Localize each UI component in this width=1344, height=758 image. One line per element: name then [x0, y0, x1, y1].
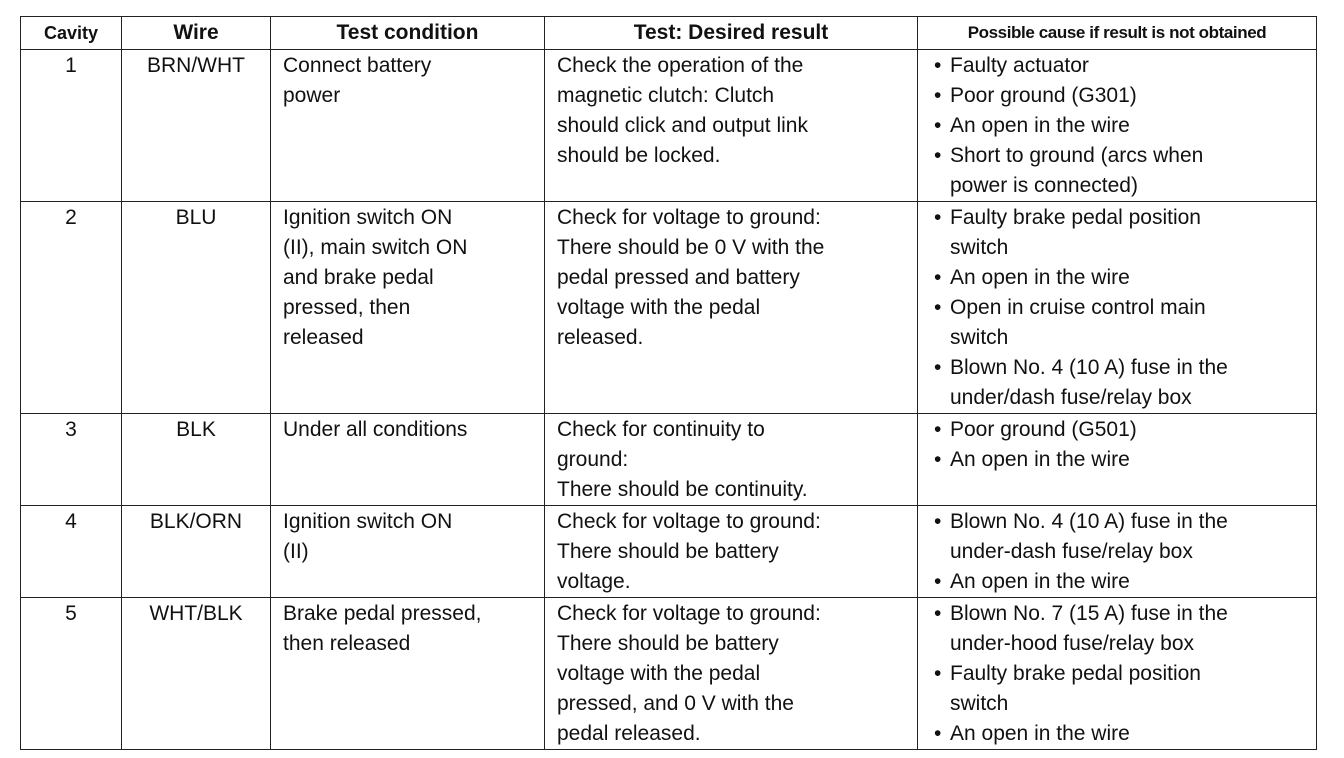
wire-cell: BLK/ORN: [122, 506, 271, 598]
possible-cause-cell: [918, 506, 1317, 598]
test-condition-cell: [271, 50, 545, 202]
cause-item: [932, 719, 1310, 749]
desired-result-line: should be locked.: [557, 144, 721, 167]
wire-cell: BLK: [122, 414, 271, 506]
bullet-icon: •: [934, 510, 942, 533]
test-condition-line: power: [283, 84, 341, 107]
cause-list: [932, 507, 1310, 597]
desired-result-line: released.: [557, 326, 644, 349]
desired-result-line: pedal released.: [557, 722, 701, 745]
cause-line: An open in the wire: [950, 114, 1130, 137]
cause-line: An open in the wire: [950, 448, 1130, 471]
cause-list: [932, 599, 1310, 749]
cause-line: Short to ground (arcs when: [950, 144, 1204, 167]
bullet-icon: •: [934, 296, 942, 319]
test-condition-line: Under all conditions: [283, 418, 468, 441]
wire-cell: BLU: [122, 202, 271, 414]
cavity-cell: 2: [21, 202, 122, 414]
cause-line: Blown No. 7 (15 A) fuse in the: [950, 602, 1228, 625]
cause-item: [932, 51, 1310, 81]
test-condition-cell: [271, 506, 545, 598]
bullet-icon: •: [934, 418, 942, 441]
desired-result-line: voltage with the pedal: [557, 296, 761, 319]
cavity-cell: 5: [21, 598, 122, 750]
bullet-icon: •: [934, 662, 942, 685]
test-condition-cell: [271, 414, 545, 506]
cause-line: Open in cruise control main: [950, 296, 1206, 319]
test-condition-line: Ignition switch ON: [283, 510, 453, 533]
bullet-icon: •: [934, 54, 942, 77]
desired-result-cell: [545, 598, 918, 750]
header-row: [21, 17, 1317, 50]
desired-result-line: voltage.: [557, 570, 631, 593]
desired-result-line: Check for voltage to ground:: [557, 510, 821, 533]
cause-line: under-hood fuse/relay box: [950, 632, 1194, 655]
table-row: [21, 506, 1317, 598]
desired-result-cell: [545, 50, 918, 202]
wire-cell: WHT/BLK: [122, 598, 271, 750]
troubleshooting-table: [20, 16, 1317, 750]
test-condition-line: Connect battery: [283, 54, 432, 77]
cavity-cell: 4: [21, 506, 122, 598]
header-cavity: Cavity: [21, 17, 122, 50]
desired-result-line: There should be continuity.: [557, 478, 808, 501]
wire-cell: BRN/WHT: [122, 50, 271, 202]
desired-result-line: There should be battery: [557, 540, 779, 563]
test-condition-line: then released: [283, 632, 411, 655]
bullet-icon: •: [934, 266, 942, 289]
cause-item: [932, 507, 1310, 567]
possible-cause-cell: [918, 414, 1317, 506]
desired-result-line: voltage with the pedal: [557, 662, 761, 685]
test-condition-line: (II), main switch ON: [283, 236, 468, 259]
bullet-icon: •: [934, 144, 942, 167]
test-condition-line: (II): [283, 540, 309, 563]
table-row: [21, 50, 1317, 202]
header-desired-result: Test: Desired result: [545, 17, 918, 50]
test-condition-line: Brake pedal pressed,: [283, 602, 482, 625]
table-row: [21, 202, 1317, 414]
test-condition-line: Ignition switch ON: [283, 206, 453, 229]
possible-cause-cell: [918, 202, 1317, 414]
header-test-condition: Test condition: [271, 17, 545, 50]
cause-item: [932, 263, 1310, 293]
desired-result-line: There should be 0 V with the: [557, 236, 825, 259]
cause-item: [932, 415, 1310, 445]
desired-result-line: Check the operation of the: [557, 54, 804, 77]
cause-line: switch: [950, 692, 1009, 715]
desired-result-line: Check for voltage to ground:: [557, 602, 821, 625]
desired-result-line: Check for continuity to: [557, 418, 765, 441]
bullet-icon: •: [934, 570, 942, 593]
desired-result-line: should click and output link: [557, 114, 808, 137]
cause-item: [932, 445, 1310, 475]
cause-line: Blown No. 4 (10 A) fuse in the: [950, 356, 1228, 379]
test-condition-line: and brake pedal: [283, 266, 434, 289]
cause-line: Poor ground (G301): [950, 84, 1137, 107]
cause-line: Faulty brake pedal position: [950, 662, 1201, 685]
test-condition-cell: [271, 598, 545, 750]
cause-item: [932, 659, 1310, 719]
bullet-icon: •: [934, 206, 942, 229]
cause-list: [932, 203, 1310, 413]
cause-line: An open in the wire: [950, 722, 1130, 745]
cause-line: under-dash fuse/relay box: [950, 540, 1193, 563]
possible-cause-cell: [918, 50, 1317, 202]
bullet-icon: •: [934, 84, 942, 107]
test-condition-line: released: [283, 326, 364, 349]
cause-line: Blown No. 4 (10 A) fuse in the: [950, 510, 1228, 533]
cause-list: [932, 51, 1310, 201]
cause-item: [932, 81, 1310, 111]
cause-line: Faulty actuator: [950, 54, 1089, 77]
test-condition-cell: [271, 202, 545, 414]
desired-result-line: There should be battery: [557, 632, 779, 655]
cause-item: [932, 293, 1310, 353]
bullet-icon: •: [934, 448, 942, 471]
possible-cause-cell: [918, 598, 1317, 750]
cause-item: [932, 567, 1310, 597]
desired-result-cell: [545, 506, 918, 598]
table-row: [21, 598, 1317, 750]
desired-result-line: ground:: [557, 448, 629, 471]
cause-item: [932, 111, 1310, 141]
bullet-icon: •: [934, 722, 942, 745]
cause-line: power is connected): [950, 174, 1138, 197]
desired-result-line: Check for voltage to ground:: [557, 206, 821, 229]
cause-line: An open in the wire: [950, 266, 1130, 289]
desired-result-line: magnetic clutch: Clutch: [557, 84, 775, 107]
test-condition-line: pressed, then: [283, 296, 411, 319]
cause-list: [932, 415, 1310, 475]
bullet-icon: •: [934, 356, 942, 379]
table-body: [21, 50, 1317, 750]
cause-line: switch: [950, 326, 1009, 349]
cause-item: [932, 141, 1310, 201]
bullet-icon: •: [934, 114, 942, 137]
cavity-cell: 1: [21, 50, 122, 202]
desired-result-line: pedal pressed and battery: [557, 266, 800, 289]
troubleshooting-table-container: [20, 16, 1316, 750]
cause-line: Poor ground (G501): [950, 418, 1137, 441]
cause-line: Faulty brake pedal position: [950, 206, 1201, 229]
cause-line: switch: [950, 236, 1009, 259]
cause-line: under/dash fuse/relay box: [950, 386, 1192, 409]
desired-result-cell: [545, 414, 918, 506]
cavity-cell: 3: [21, 414, 122, 506]
bullet-icon: •: [934, 602, 942, 625]
cause-line: An open in the wire: [950, 570, 1130, 593]
header-wire: Wire: [122, 17, 271, 50]
header-possible-cause: Possible cause if result is not obtained: [918, 17, 1317, 50]
table-row: [21, 414, 1317, 506]
cause-item: [932, 599, 1310, 659]
cause-item: [932, 353, 1310, 413]
cause-item: [932, 203, 1310, 263]
desired-result-line: pressed, and 0 V with the: [557, 692, 794, 715]
desired-result-cell: [545, 202, 918, 414]
